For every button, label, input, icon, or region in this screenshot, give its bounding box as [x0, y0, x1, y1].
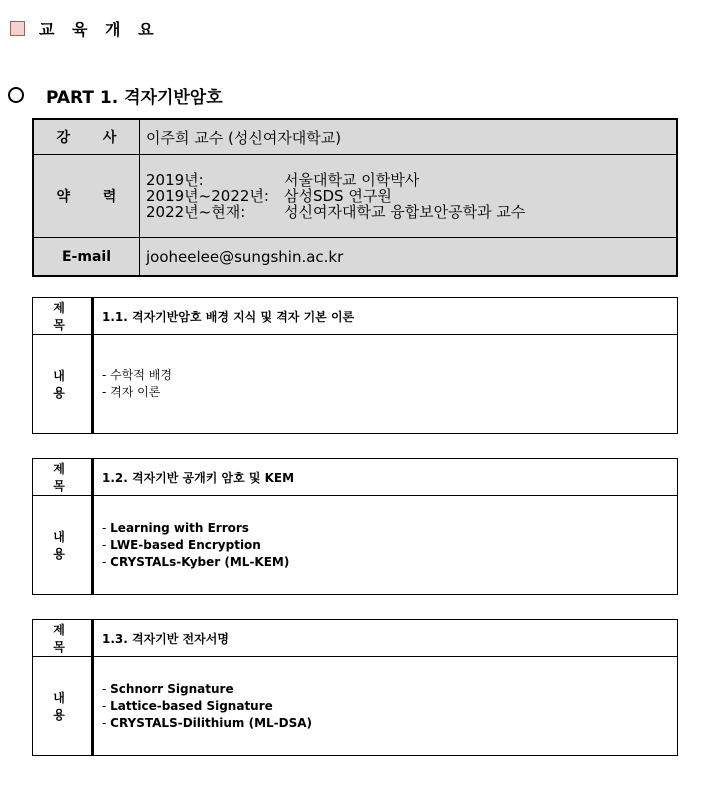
course-table: [32, 458, 678, 595]
email-row: [33, 238, 677, 277]
content-item: - CRYSTALs-Kyber (ML-KEM): [102, 554, 669, 571]
course-title: 1.1. 격자기반암호 배경 지식 및 격자 기본 이론: [93, 298, 678, 335]
career-label: 약 력: [33, 155, 140, 238]
course-content: [93, 496, 678, 595]
instructor-value: 이주희 교수 (성신여자대학교): [140, 119, 678, 155]
course-table: [32, 619, 678, 756]
email-label: E-mail: [33, 238, 140, 277]
career-item: [146, 172, 670, 188]
content-label: 내 용: [33, 335, 93, 434]
content-item: - 격자 이론: [102, 384, 669, 401]
section-marker-icon: [10, 21, 25, 36]
course-content: [93, 335, 678, 434]
course-content-row: [33, 496, 678, 595]
career-list: [140, 155, 678, 238]
content-item: - Lattice-based Signature: [102, 698, 669, 715]
career-detail: 성신여자대학교 융합보안공학과 교수: [284, 203, 526, 221]
career-item: [146, 188, 670, 204]
career-item: [146, 204, 670, 220]
title-label: 제 목: [33, 459, 93, 496]
content-item: - 수학적 배경: [102, 367, 669, 384]
content-label: 내 용: [33, 657, 93, 756]
section-title: 교 육 개 요: [39, 19, 160, 39]
instructor-row: [33, 119, 677, 155]
section-header: [10, 16, 160, 40]
content-list: [102, 520, 669, 571]
title-label: 제 목: [33, 620, 93, 657]
content-item: - Learning with Errors: [102, 520, 669, 537]
course-title-row: [33, 620, 678, 657]
course-content-row: [33, 335, 678, 434]
content-list: [102, 681, 669, 732]
instructor-table: [32, 118, 678, 277]
career-period: 2019년~2022년:: [146, 187, 269, 205]
course-title: 1.2. 격자기반 공개키 암호 및 KEM: [93, 459, 678, 496]
title-label: 제 목: [33, 298, 93, 335]
career-detail: 삼성SDS 연구원: [284, 187, 392, 205]
course-title-row: [33, 298, 678, 335]
content-list: [102, 367, 669, 401]
course-title: 1.3. 격자기반 전자서명: [93, 620, 678, 657]
part-header: [8, 82, 223, 108]
course-content-row: [33, 657, 678, 756]
course-title-row: [33, 459, 678, 496]
career-period: 2019년:: [146, 171, 204, 189]
course-table: [32, 297, 678, 434]
career-detail: 서울대학교 이학박사: [284, 171, 420, 189]
career-period: 2022년~현재:: [146, 203, 246, 221]
career-row: [33, 155, 677, 238]
content-item: - Schnorr Signature: [102, 681, 669, 698]
course-content: [93, 657, 678, 756]
content-item: - LWE-based Encryption: [102, 537, 669, 554]
circle-bullet-icon: [8, 87, 24, 103]
part-title: PART 1. 격자기반암호: [46, 87, 223, 108]
content-label: 내 용: [33, 496, 93, 595]
email-value: jooheelee@sungshin.ac.kr: [140, 238, 678, 277]
instructor-label: 강 사: [33, 119, 140, 155]
content-item: - CRYSTALS-Dilithium (ML-DSA): [102, 715, 669, 732]
